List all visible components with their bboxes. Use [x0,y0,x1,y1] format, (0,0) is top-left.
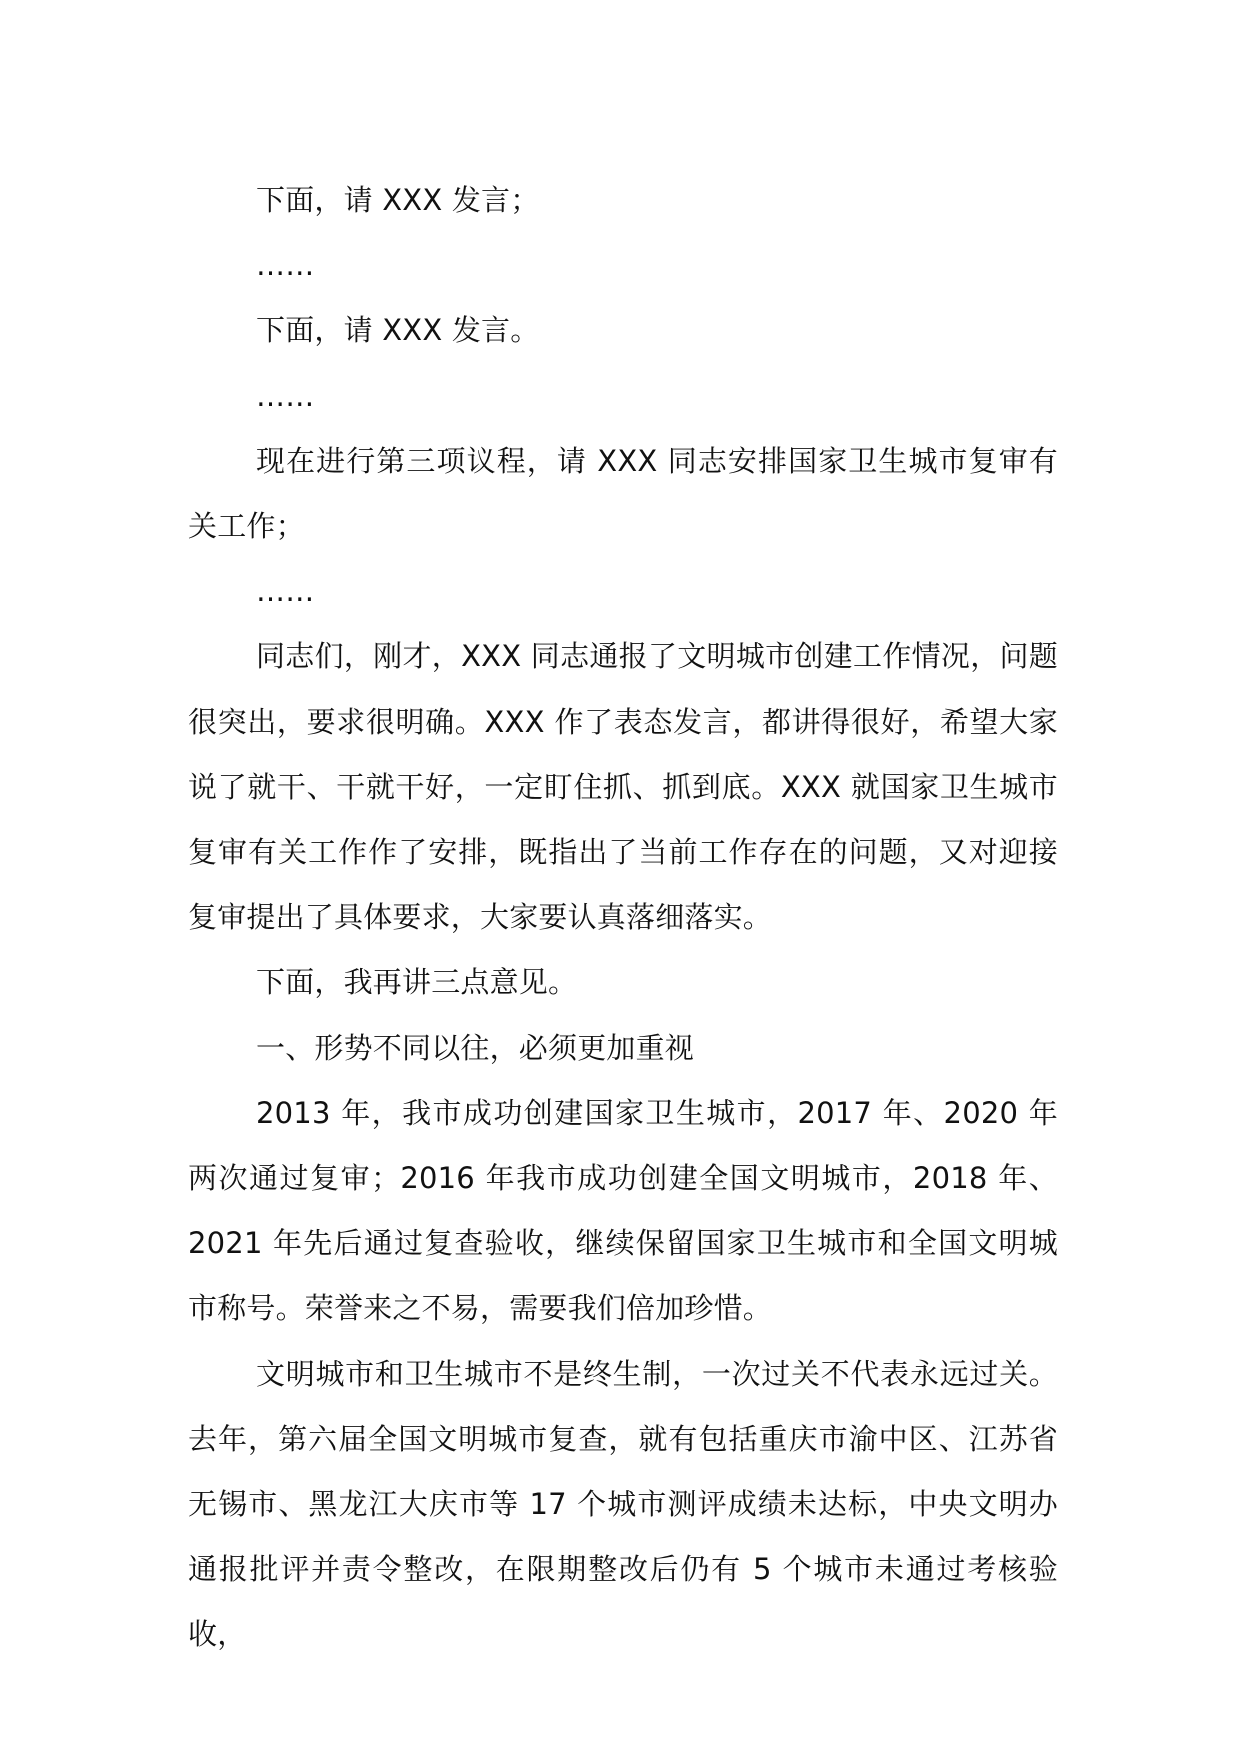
paragraph: 现在进行第三项议程，请 XXX 同志安排国家卫生城市复审有关工作； [188,443,1058,544]
ellipsis-paragraph: …… [256,378,315,413]
paragraph: 下面，请 XXX 发言； [256,183,540,217]
paragraph: 下面，我再讲三点意见。 [256,965,578,1000]
paragraph: 2013 年，我市成功创建国家卫生城市，2017 年、2020 年两次通过复审；2016 年我市成功创建全国文明城市，2018 年、2021 年先后通过复查验收，继续保留国家卫生城市和全国文明城市称号。荣誉来之不易，需要我们倍加珍惜。 [188,1095,1058,1326]
paragraph: 同志们，刚才，XXX 同志通报了文明城市创建工作情况，问题很突出，要求很明确。XXX 作了表态发言，都讲得很好，希望大家说了就干、干就干好，一定盯住抓、抓到底。XXX 就国家卫生城市复审有关工作作了安排，既指出了当前工作存在的问题，又对迎接复审提出了具体要求，大家要认真落细落实。 [188,639,1058,935]
section-heading: 一、形势不同以往，必须更加重视 [256,1030,695,1065]
paragraph: 文明城市和卫生城市不是终生制，一次过关不代表永远过关。去年，第六届全国文明城市复查，就有包括重庆市渝中区、江苏省无锡市、黑龙江大庆市等 17 个城市测评成绩未达标，中央文明办通报批评并责令整改，在限期整改后仍有 5 个城市未通过考核验收， [188,1356,1058,1652]
ellipsis-paragraph: …… [256,248,315,283]
ellipsis-paragraph: …… [256,574,315,609]
document-page [188,168,1058,1668]
paragraph: 下面，请 XXX 发言。 [256,313,540,348]
